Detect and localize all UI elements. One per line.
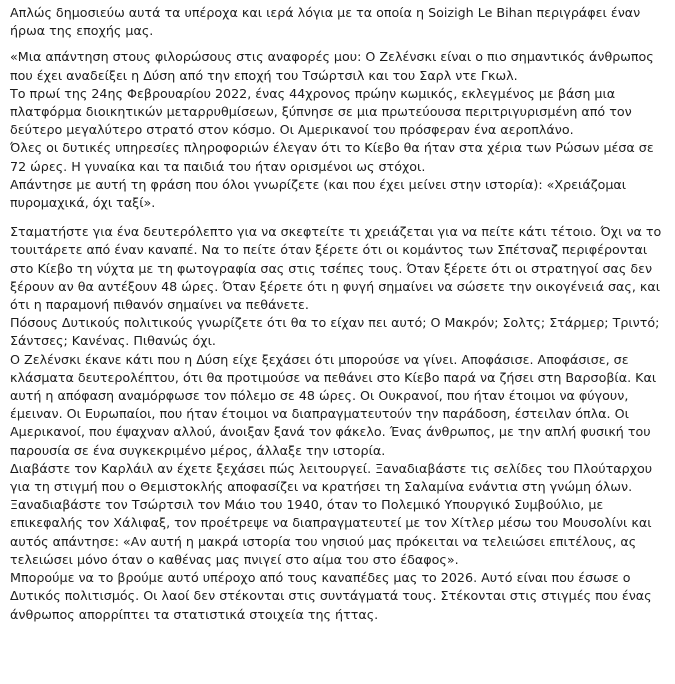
post-intro: Απλώς δημοσιεύω αυτά τα υπέροχα και ιερά λόγια με τα οποία η Soizigh Le Bihan περιγράφει έναν ήρωα της εποχής μας. [10,5,641,39]
quote-paragraph-5: Σταματήστε για ένα δευτερόλεπτο για να σκεφτείτε τι χρειάζεται για να πείτε κάτι τέτοιο. Όχι να το τουιτάρετε από έναν καναπέ. Να το πείτε όταν ξέρετε ότι οι κομάντος των Σπέτσναζ περιφέρονται στο Κίεβο τη νύχτα με τη φωτογραφία σας στις τσέπες τους. Όταν ξέρετε ότι οι στρατηγοί σας δεν ξέρουν αν θα αντέξουν 48 ώρες. Όταν ξέρετε ότι η φυγή σημαίνει να σώσετε την οικογένειά σας, και ότι η παραμονή πιθανόν σημαίνει να πεθάνετε. [10,224,662,313]
quote-paragraph-3: Όλες οι δυτικές υπηρεσίες πληροφοριών έλεγαν ότι το Κίεβο θα ήταν στα χέρια των Ρώσων μέσα σε 72 ώρες. Η γυναίκα και τα παιδιά του ήταν ορισμένοι ως στόχοι. [10,140,654,174]
paragraph-gap [10,40,670,48]
quote-paragraph-1: «Μια απάντηση στους φιλορώσους στις αναφορές μου: Ο Ζελένσκι είναι ο πιο σημαντικός άνθρωπος που έχει αναδείξει η Δύση από την εποχή του Τσώρτσιλ και του Σαρλ ντε Γκωλ. [10,49,654,83]
paragraph-gap [10,212,670,223]
post-text [10,4,670,624]
quote-paragraph-8: Διαβάστε τον Καρλάιλ αν έχετε ξεχάσει πώς λειτουργεί. Ξαναδιαβάστε τις σελίδες του Πλούταρχου για τη στιγμή που ο Θεμιστοκλής αποφασίζει να κρατήσει τη Σαλαμίνα ενάντια στη γνώμη όλων. Ξαναδιαβάστε τον Τσώρτσιλ τον Μάιο του 1940, όταν το Πολεμικό Υπουργικό Συμβούλιο, με επικεφαλής τον Χάλιφαξ, τον προέτρεψε να διαπραγματευτεί με τον Χίτλερ μέσω του Μουσολίνι και αυτός απάντησε: «Αν αυτή η μακρά ιστορία του νησιού μας πρόκειται να τελειώσει επιτέλους, ας τελειώσει μόνο όταν ο καθένας μας πνιγεί στο αίμα του στο έδαφος». [10,460,653,567]
quote-paragraph-9: Μπορούμε να το βρούμε αυτό υπέροχο από τους καναπέδες μας το 2026. Αυτό είναι που έσωσε ο Δυτικός πολιτισμός. Οι λαοί δεν στέκονται στις συντάγματά τους. Στέκονται στις στιγμές που ένας άνθρωπος απορρίπτει τα στατιστικά στοιχεία της ήττας. [10,570,652,622]
quote-paragraph-6: Πόσους Δυτικούς πολιτικούς γνωρίζετε ότι θα το είχαν πει αυτό; Ο Μακρόν; Σολτς; Στάρμερ; Τριντό; Σάντσες; Κανένας. Πιθανώς όχι. [10,315,660,349]
quote-paragraph-4: Απάντησε με αυτή τη φράση που όλοι γνωρίζετε (και που έχει μείνει στην ιστορία): «Χρειάζομαι πυρομαχικά, όχι ταξί». [10,176,627,211]
quote-paragraph-2: Το πρωί της 24ης Φεβρουαρίου 2022, ένας 44χρονος πρώην κωμικός, εκλεγμένος με βάση μια πλατφόρμα διοικητικών μεταρρυθμίσεων, ξύπνησε σε μια πρωτεύουσα περιτριγυρισμένη από τον δεύτερο μεγαλύτερο στρατό στον κόσμο. Οι Αμερικανοί του πρόσφεραν ένα αεροπλάνο. [10,85,632,138]
quote-paragraph-7: Ο Ζελένσκι έκανε κάτι που η Δύση είχε ξεχάσει ότι μπορούσε να γίνει. Αποφάσισε. Αποφάσισε, σε κλάσματα δευτερολέπτου, ότι θα προτιμούσε να πεθάνει στο Κίεβο παρά να ζήσει στη Βαρσοβία. Και αυτή η απόφαση αναμόρφωσε τον πόλεμο σε 48 ώρες. Οι Ουκρανοί, που ήταν έτοιμοι να φύγουν, έμειναν. Οι Ευρωπαίοι, που ήταν έτοιμοι να διαπραγματευτούν την παράδοση, έστειλαν όπλα. Οι Αμερικανοί, που έψαχναν αλλού, άνοιξαν ξανά τον φάκελο. Ένας άνθρωπος, με την απλή φυσική του παρουσία σε ένα συγκεκριμένο μέρος, άλλαξε την ιστορία. [10,351,657,458]
